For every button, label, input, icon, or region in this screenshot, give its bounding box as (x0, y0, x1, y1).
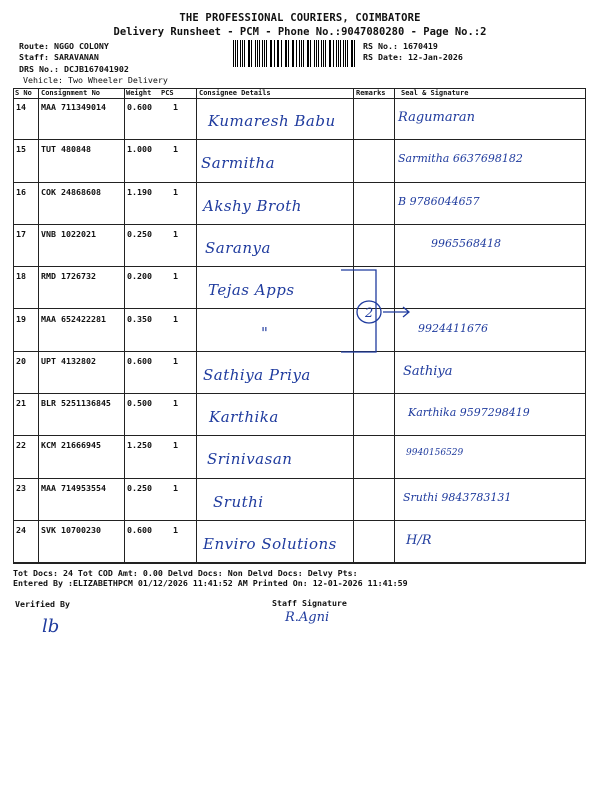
table-row (13, 521, 586, 563)
consignee-handwriting: Saranya (205, 238, 271, 257)
rs-number: RS No.: 1670419 (363, 41, 438, 51)
consignee-handwriting: " (261, 323, 269, 342)
consignee-handwriting: Karthika (209, 408, 279, 427)
barcode-bar (255, 40, 256, 67)
consignment-number: KCM 21666945 (41, 440, 101, 451)
consignee-handwriting: Sarmitha (201, 154, 276, 173)
barcode-bar (354, 40, 355, 67)
barcode-bar (251, 40, 252, 67)
weight-value: 0.350 (127, 313, 152, 324)
seal-signature: Karthika 9597298419 (408, 406, 530, 420)
row-sno: 22 (16, 440, 26, 451)
seal-signature: 9924411676 (418, 321, 488, 335)
barcode-bar (347, 40, 348, 67)
row-sno: 14 (16, 102, 26, 112)
consignee-handwriting: Sathiya Priya (203, 365, 311, 384)
company-title: THE PROFESSIONAL COURIERS, COIMBATORE (179, 12, 421, 24)
consignment-number: VNB 1022021 (41, 228, 96, 239)
delivery-table (13, 88, 586, 564)
consignment-number: BLR 5251136845 (41, 398, 111, 409)
table-row (13, 352, 586, 394)
weight-value: 0.600 (127, 525, 152, 535)
verified-signature: lb (42, 616, 60, 637)
consignee-handwriting: Tejas Apps (208, 281, 295, 300)
verified-by-label: Verified By (15, 599, 70, 609)
consignee-handwriting: Enviro Solutions (203, 535, 337, 553)
table-row (13, 310, 586, 352)
row-sno: 17 (16, 228, 26, 239)
barcode-bar (266, 40, 267, 67)
consignment-number: TUT 480848 (41, 144, 91, 155)
col-header-pcs: PCS (161, 89, 174, 97)
consignee-handwriting: Akshy Broth (203, 196, 302, 215)
col-header-remarks: Remarks (356, 89, 386, 97)
consignment-number: COK 24868608 (41, 186, 101, 197)
pcs-value: 1 (173, 271, 178, 282)
barcode-bar (274, 40, 275, 67)
table-row (13, 140, 586, 182)
pcs-value: 1 (173, 228, 178, 239)
pcs-value: 1 (173, 313, 178, 324)
seal-signature: Sathiya (403, 363, 453, 379)
pcs-value: 1 (173, 525, 178, 535)
runsheet-subtitle: Delivery Runsheet - PCM - Phone No.:9047080280 - Page No.:2 (113, 26, 487, 38)
barcode-bar (281, 40, 282, 67)
pcs-value: 1 (173, 102, 178, 112)
table-row (13, 225, 586, 267)
row-sno: 23 (16, 482, 26, 493)
row-sno: 19 (16, 313, 26, 324)
barcode-bar (240, 40, 241, 67)
barcode-bar (325, 40, 326, 67)
circled-mark: 2 (365, 306, 374, 321)
table-row (13, 183, 586, 225)
barcode-bar (233, 40, 234, 67)
staff-label: Staff: SARAVANAN (19, 52, 99, 62)
barcode-bar (343, 40, 344, 67)
table-row (13, 436, 586, 478)
consignee-handwriting: Kumaresh Babu (208, 112, 336, 130)
col-header-seal: Seal & Signature (401, 89, 469, 97)
weight-value: 0.250 (127, 228, 152, 239)
table-row (13, 98, 586, 140)
pcs-value: 1 (173, 482, 178, 493)
entered-by-line: Entered By :ELIZABETHPCM 01/12/2026 11:41:52 AM Printed On: 12-01-2026 11:41:59 (13, 578, 408, 588)
consignee-handwriting: Sruthi (213, 492, 264, 511)
consignment-number: MAA 711349014 (41, 102, 106, 112)
weight-value: 0.200 (127, 271, 152, 282)
consignment-number: SVK 10700230 (41, 525, 101, 535)
drs-number: DRS No.: DCJB167041902 (19, 64, 129, 74)
col-header-consignee: Consignee Details (199, 89, 271, 97)
staff-signature-label: Staff Signature (272, 598, 347, 608)
staff-signature: R.Agni (285, 610, 330, 625)
consignment-number: UPT 4132802 (41, 355, 96, 366)
weight-value: 1.190 (127, 186, 152, 197)
barcode-bar (299, 40, 300, 67)
seal-signature: H/R (406, 533, 432, 548)
barcode-bar (336, 40, 337, 67)
pcs-value: 1 (173, 440, 178, 451)
rs-date: RS Date: 12-Jan-2026 (363, 52, 463, 62)
row-sno: 15 (16, 144, 26, 155)
weight-value: 1.000 (127, 144, 152, 155)
pcs-value: 1 (173, 144, 178, 155)
weight-value: 0.250 (127, 482, 152, 493)
table-row (13, 267, 586, 309)
row-sno: 24 (16, 525, 26, 535)
bracket-annotation (331, 268, 431, 354)
barcode-bar (262, 40, 263, 67)
pcs-value: 1 (173, 186, 178, 197)
row-sno: 16 (16, 186, 26, 197)
row-sno: 20 (16, 355, 26, 366)
row-sno: 21 (16, 398, 26, 409)
pcs-value: 1 (173, 355, 178, 366)
seal-signature: 9965568418 (431, 236, 501, 250)
weight-value: 0.600 (127, 355, 152, 366)
seal-signature: Sarmitha 6637698182 (398, 152, 523, 166)
barcode-bar (244, 40, 245, 67)
table-row (13, 479, 586, 521)
table-row (13, 394, 586, 436)
consignment-number: MAA 652422281 (41, 313, 106, 324)
route-label: Route: NGGO COLONY (19, 41, 109, 51)
consignment-number: RMD 1726732 (41, 271, 96, 282)
col-header-consignment: Consignment No (41, 89, 101, 97)
vehicle-label: Vehicle: Two Wheeler Delivery (23, 75, 168, 85)
barcode-bar (296, 40, 297, 67)
row-sno: 18 (16, 271, 26, 282)
seal-signature: Ragumaran (398, 110, 475, 125)
barcode-bar (314, 40, 315, 67)
barcode-bar (318, 40, 319, 67)
seal-signature: 9940156529 (406, 448, 464, 459)
col-header-sno: S No (15, 89, 32, 97)
weight-value: 0.500 (127, 398, 152, 409)
barcode-bar (278, 40, 279, 67)
totals-line: Tot Docs: 24 Tot COD Amt: 0.00 Delvd Docs: Non Delvd Docs: Delvy Pts: (13, 568, 358, 578)
weight-value: 1.250 (127, 440, 152, 451)
barcode-bar (307, 40, 308, 67)
consignee-handwriting: Srinivasan (207, 450, 293, 469)
barcode-bar (330, 40, 331, 67)
barcode-image (233, 40, 358, 67)
pcs-value: 1 (173, 398, 178, 409)
consignment-number: MAA 714953554 (41, 482, 106, 493)
weight-value: 0.600 (127, 102, 152, 112)
seal-signature: Sruthi 9843783131 (403, 490, 512, 504)
seal-signature: B 9786044657 (398, 194, 480, 208)
barcode-bar (292, 40, 293, 67)
col-header-weight: Weight (126, 89, 152, 97)
